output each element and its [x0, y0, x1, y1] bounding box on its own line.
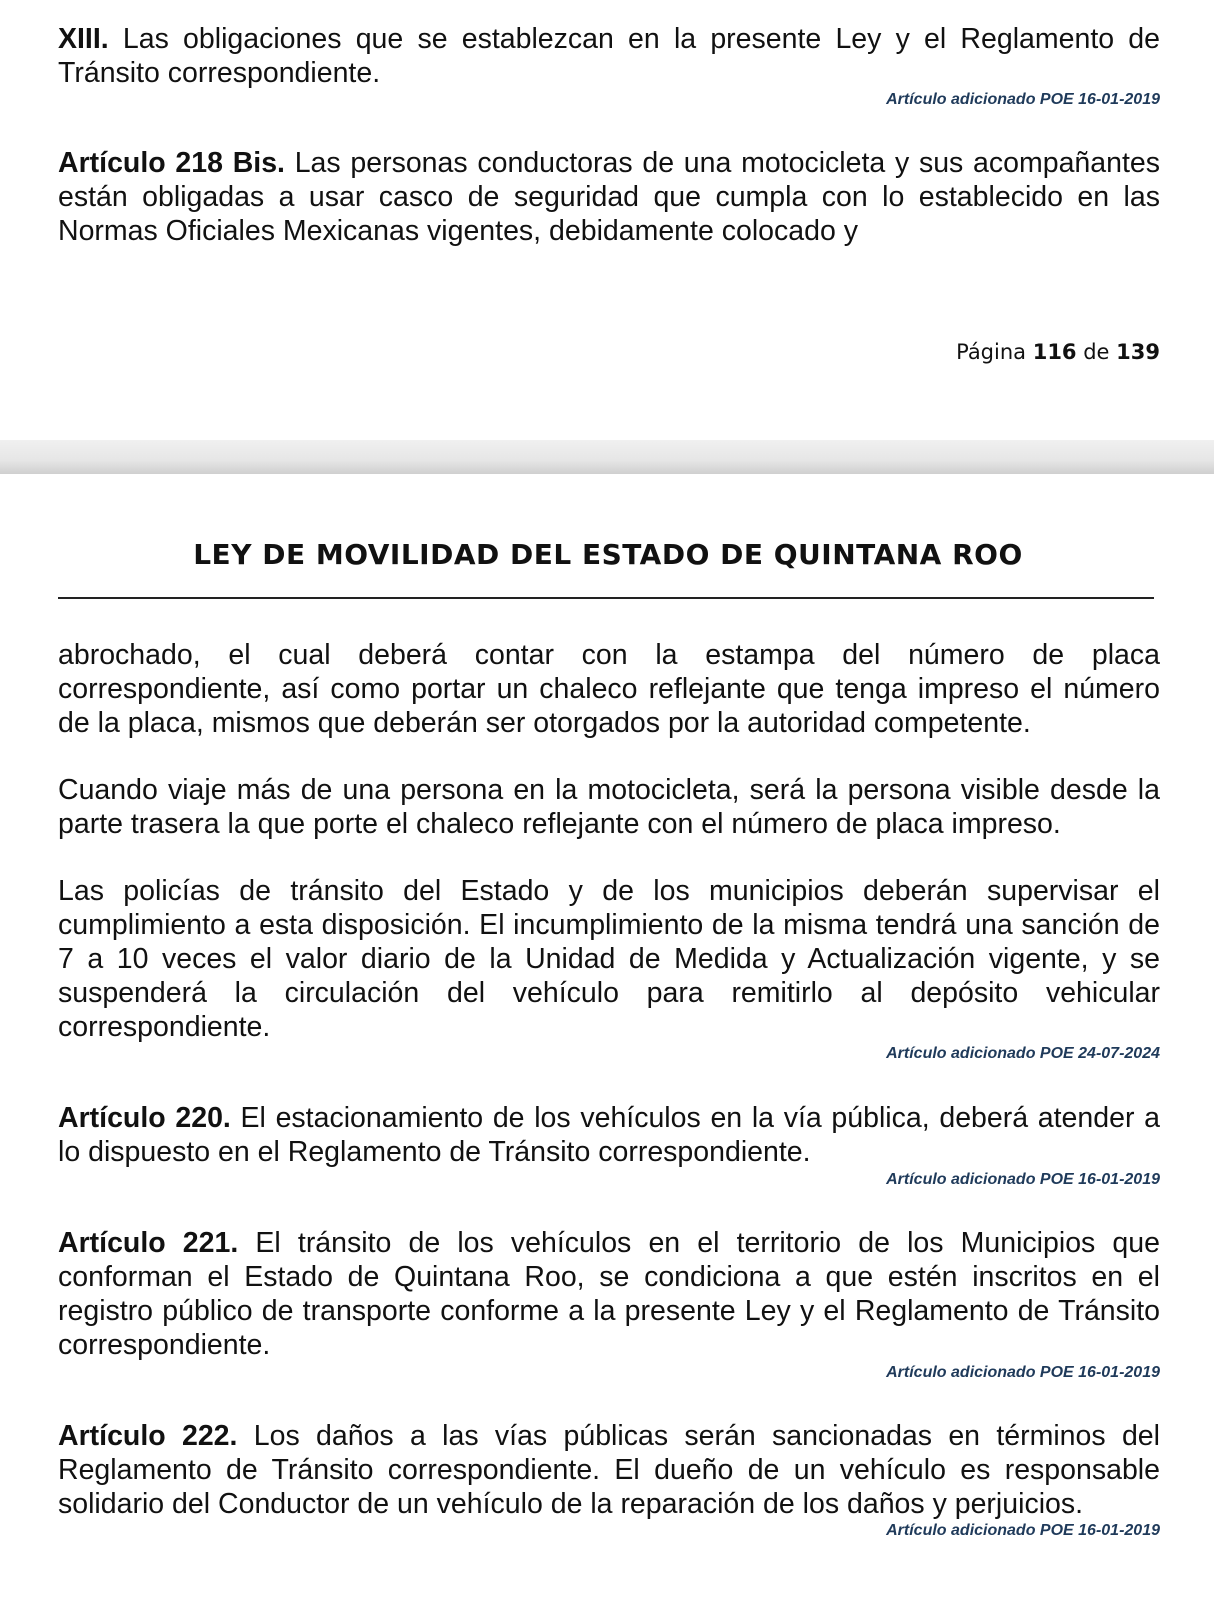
header-rule	[58, 597, 1154, 599]
paragraph-policias: Las policías de tránsito del Estado y de los municipios deberán supervisar el cumplimiento a esta disposición. El incumplimiento de la misma tendrá una sanción de 7 a 10 veces el valor diario de la Unidad de Medida y Actualización vigente, y se suspenderá la circulación del vehículo para remitirlo al depósito vehicular correspondiente.	[58, 875, 1160, 1043]
page-number	[956, 340, 1160, 364]
fraction-xiii-label: XIII.	[58, 23, 109, 55]
article-218-bis-label: Artículo 218 Bis.	[58, 147, 285, 179]
article-218-bis	[58, 146, 1160, 248]
amendment-note-220: Artículo adicionado POE 16-01-2019	[886, 1171, 1160, 1188]
amendment-note-222: Artículo adicionado POE 16-01-2019	[886, 1522, 1160, 1539]
article-220	[58, 1101, 1160, 1169]
article-221-label: Artículo 221.	[58, 1227, 239, 1259]
page-header-title: LEY DE MOVILIDAD DEL ESTADO DE QUINTANA ROO	[193, 538, 1023, 571]
amendment-note-218-bis: Artículo adicionado POE 24-07-2024	[886, 1045, 1160, 1062]
article-221-text: El tránsito de los vehículos en el territorio de los Municipios que conforman el Estado de Quintana Roo, se condiciona a que estén inscritos en el registro público de transporte conforme a la presente Ley y el Reglamento de Tránsito correspondiente.	[58, 1227, 1160, 1361]
article-220-text: El estacionamiento de los vehículos en la vía pública, deberá atender a lo dispuesto en el Reglamento de Tránsito correspondiente.	[58, 1102, 1161, 1168]
fraction-xiii-text: Las obligaciones que se establezcan en la presente Ley y el Reglamento de Tránsito correspondiente.	[58, 23, 1160, 89]
article-222	[58, 1419, 1160, 1521]
article-218-bis-text: Las personas conductoras de una motocicleta y sus acompañantes están obligadas a usar casco de seguridad que cumpla con lo establecido en las Normas Oficiales Mexicanas vigentes, debidamente colocado y	[58, 147, 1160, 247]
fraction-xiii	[58, 22, 1160, 90]
article-218-bis-continuation: abrochado, el cual deberá contar con la estampa del número de placa correspondiente, así como portar un chaleco reflejante que tenga impreso el número de la placa, mismos que deberán ser otorgados por la autoridad competente.	[58, 639, 1160, 739]
amendment-note-xiii: Artículo adicionado POE 16-01-2019	[886, 91, 1160, 108]
paragraph-viaje: Cuando viaje más de una persona en la motocicleta, será la persona visible desde la parte trasera la que porte el chaleco reflejante con el número de placa impreso.	[58, 774, 1160, 840]
document-page-116	[0, 0, 1214, 440]
amendment-note-221: Artículo adicionado POE 16-01-2019	[886, 1364, 1160, 1381]
article-220-label: Artículo 220.	[58, 1102, 231, 1134]
page-number-current: 116	[1032, 340, 1077, 364]
page-number-middle: de	[1076, 340, 1117, 364]
page-number-prefix: Página	[956, 340, 1033, 364]
article-222-label: Artículo 222.	[58, 1420, 238, 1452]
page-number-total: 139	[1116, 340, 1160, 364]
page-separator	[0, 440, 1214, 474]
article-221	[58, 1226, 1160, 1362]
article-222-text: Los daños a las vías públicas serán sancionadas en términos del Reglamento de Tránsito correspondiente. El dueño de un vehículo es responsable solidario del Conductor de un vehículo de la reparación de los daños y perjuicios.	[58, 1420, 1160, 1520]
